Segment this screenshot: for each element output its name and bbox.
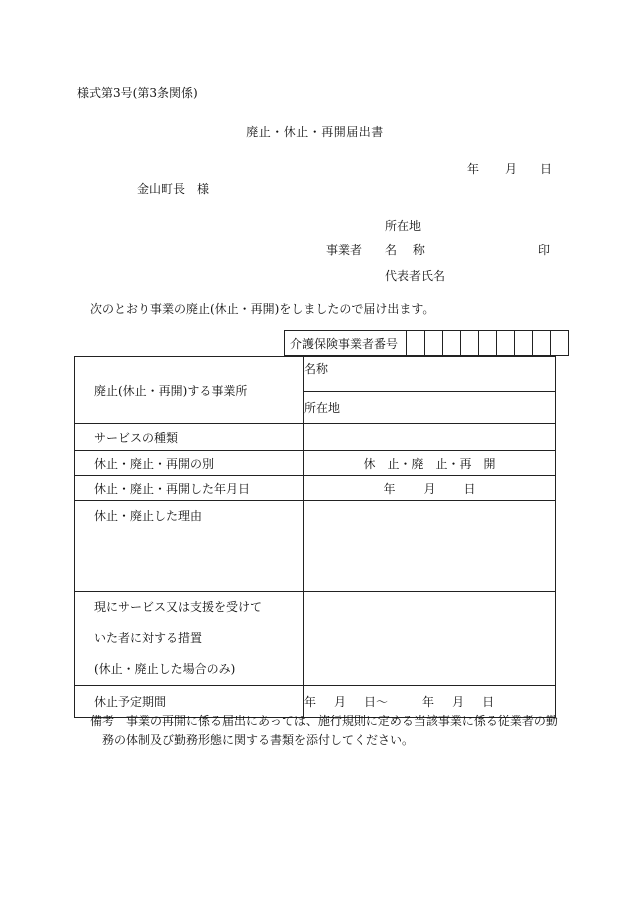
date-year: 年 bbox=[467, 162, 480, 176]
office-name-field[interactable] bbox=[304, 357, 556, 392]
remarks bbox=[90, 712, 558, 729]
category-field[interactable] bbox=[304, 451, 556, 476]
period-label: 休止予定期間 bbox=[75, 686, 304, 718]
applicant-address-label: 所在地 bbox=[385, 219, 422, 233]
provider-number-digit[interactable] bbox=[533, 331, 551, 356]
provider-number-table bbox=[284, 330, 569, 356]
page-title: 廃止・休止・再開届出書 bbox=[246, 125, 384, 139]
date-field-day: 日 bbox=[463, 481, 476, 496]
provider-number-digit[interactable] bbox=[497, 331, 515, 356]
provider-number-digit[interactable] bbox=[407, 331, 425, 356]
measures-line-2: いた者に対する措置 bbox=[94, 631, 203, 645]
period-end-year: 年 bbox=[422, 695, 435, 709]
office-address-field[interactable] bbox=[304, 391, 556, 424]
office-name-label: 名称 bbox=[304, 362, 329, 377]
period-start-month: 月 bbox=[334, 695, 347, 709]
date-label: 休止・廃止・再開した年月日 bbox=[75, 476, 304, 501]
provider-number-digit[interactable] bbox=[515, 331, 533, 356]
notification-table bbox=[74, 356, 556, 718]
period-start-year: 年 bbox=[304, 695, 317, 709]
measures-line-3: (休止・廃止した場合のみ) bbox=[94, 662, 236, 676]
service-type-label: サービスの種類 bbox=[75, 424, 304, 451]
provider-number-digit[interactable] bbox=[443, 331, 461, 356]
applicant-name-label: 名 称 bbox=[385, 243, 425, 257]
date-day: 日 bbox=[540, 162, 553, 176]
representative-label: 代表者氏名 bbox=[385, 269, 446, 283]
seal-mark: 印 bbox=[538, 243, 551, 257]
intro-text: 次のとおり事業の廃止(休止・再開)をしましたので届け出ます。 bbox=[90, 302, 435, 316]
provider-number-digit[interactable] bbox=[479, 331, 497, 356]
provider-number-digit[interactable] bbox=[551, 331, 569, 356]
service-type-field[interactable] bbox=[304, 424, 556, 451]
applicant-label: 事業者 bbox=[326, 243, 363, 257]
reason-label: 休止・廃止した理由 bbox=[75, 501, 304, 592]
provider-number-digit[interactable] bbox=[461, 331, 479, 356]
category-value: 休 止・廃 止・再 開 bbox=[363, 456, 496, 471]
category-label: 休止・廃止・再開の別 bbox=[75, 451, 304, 476]
date-field-month: 月 bbox=[423, 481, 436, 496]
remarks-prefix: 備考 bbox=[90, 714, 115, 728]
reason-field[interactable] bbox=[304, 501, 556, 592]
period-end-day: 日 bbox=[482, 695, 495, 709]
measures-label bbox=[75, 592, 304, 686]
measures-line-1: 現にサービス又は支援を受けて bbox=[94, 600, 263, 614]
date-field[interactable] bbox=[304, 476, 556, 501]
period-start-day: 日〜 bbox=[364, 695, 389, 709]
date-field-year: 年 bbox=[383, 481, 396, 496]
measures-field[interactable] bbox=[304, 592, 556, 686]
form-number: 様式第3号(第3条関係) bbox=[77, 86, 198, 100]
remarks-line-2: 務の体制及び勤務形態に関する書類を添付してください。 bbox=[102, 733, 415, 747]
office-label: 廃止(休止・再開)する事業所 bbox=[75, 357, 304, 424]
remarks-line-1: 事業の再開に係る届出にあっては、施行規則に定める当該事業に係る従業者の勤 bbox=[126, 714, 558, 728]
addressee: 金山町長 様 bbox=[137, 182, 210, 196]
office-address-label: 所在地 bbox=[304, 400, 341, 415]
provider-number-label: 介護保険事業者番号 bbox=[285, 331, 407, 356]
provider-number-digit[interactable] bbox=[425, 331, 443, 356]
period-end-month: 月 bbox=[452, 695, 465, 709]
date-month: 月 bbox=[505, 162, 518, 176]
